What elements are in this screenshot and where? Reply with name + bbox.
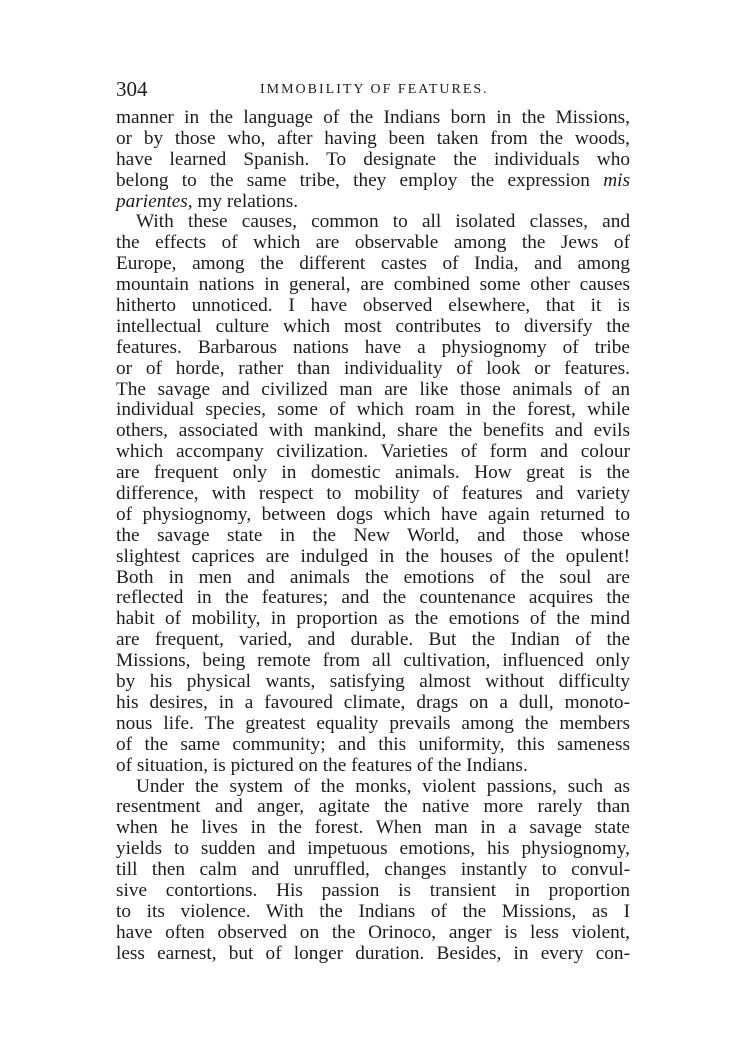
line-text: or by those who, after having been taken from the woods, — [116, 127, 630, 149]
line-text: to its violence. With the Indians of the Missions, as I — [116, 900, 630, 922]
line-text: features. Barbarous nations have a physiognomy of tribe — [116, 336, 630, 358]
text-line — [116, 777, 630, 798]
line-text: intellectual culture which most contributes to diversify the — [116, 315, 630, 337]
text-line — [116, 588, 630, 609]
line-text: Missions, being remote from all cultivation, influenced only — [116, 650, 630, 672]
text-line — [116, 338, 630, 359]
line-text: others, associated with mankind, share the benefits and evils — [116, 420, 630, 442]
text-line — [116, 108, 630, 129]
line-text: The savage and civilized man are like those animals of an — [116, 378, 630, 400]
line-text: when he lives in the forest. When man in a savage state — [116, 817, 630, 839]
text-line — [116, 672, 630, 693]
text-line — [116, 756, 630, 777]
line-text: habit of mobility, in proportion as the emotions of the mind — [116, 608, 630, 630]
line-text: have often observed on the Orinoco, anger is less violent, — [116, 921, 630, 943]
line-text: till then calm and unruffled, changes instantly to convul- — [116, 859, 630, 881]
line-text: are frequent only in domestic animals. How great is the — [116, 462, 630, 484]
text-line — [116, 568, 630, 589]
text-line — [116, 233, 630, 254]
book-page — [116, 78, 630, 965]
text-line — [116, 923, 630, 944]
line-text: slightest caprices are indulged in the houses of the opulent! — [116, 545, 630, 567]
line-text: the savage state in the New World, and those whose — [116, 524, 630, 546]
line-text: difference, with respect to mobility of features and variety — [116, 483, 630, 505]
text-line — [116, 296, 630, 317]
text-line — [116, 421, 630, 442]
line-text: Under the system of the monks, violent passions, such as — [136, 775, 630, 797]
page-number: 304 — [116, 77, 148, 101]
line-text: of situation, is pictured on the features of the Indians. — [116, 754, 528, 776]
line-text: reflected in the features; and the countenance acquires the — [116, 587, 630, 609]
text-line — [116, 192, 630, 213]
text-line — [116, 902, 630, 923]
text-line — [116, 150, 630, 171]
line-text: of the same community; and this uniformity, this sameness — [116, 733, 630, 755]
text-line — [116, 839, 630, 860]
text-line — [116, 275, 630, 296]
text-line — [116, 380, 630, 401]
text-line — [116, 442, 630, 463]
line-text: Both in men and animals the emotions of the soul are — [116, 566, 630, 588]
text-line — [116, 547, 630, 568]
line-text: belong to the same tribe, they employ the expression — [116, 169, 590, 191]
line-text: or of horde, rather than individuality of look or features. — [116, 357, 630, 379]
line-text: by his physical wants, satisfying almost without difficulty — [116, 671, 630, 693]
line-text: the effects of which are observable among the Jews of — [116, 232, 630, 254]
line-text: yields to sudden and impetuous emotions, his physiognomy, — [116, 838, 630, 860]
text-line — [116, 129, 630, 150]
text-line — [116, 317, 630, 338]
line-text: With these causes, common to all isolated classes, and — [136, 211, 630, 233]
line-text: are frequent, varied, and durable. But the Indian of the — [116, 629, 630, 651]
italic-text: mis — [603, 169, 630, 191]
text-line — [116, 797, 630, 818]
text-line — [116, 860, 630, 881]
line-text: Europe, among the different castes of India, and among — [116, 253, 630, 275]
text-line — [116, 171, 630, 192]
text-line — [116, 212, 630, 233]
text-line — [116, 735, 630, 756]
italic-text: parientes, — [116, 190, 193, 212]
text-line — [116, 818, 630, 839]
text-line — [116, 505, 630, 526]
text-line — [116, 463, 630, 484]
line-text: his desires, in a favoured climate, drags on a dull, monoto- — [116, 691, 630, 713]
text-line — [116, 630, 630, 651]
line-text: sive contortions. His passion is transient in proportion — [116, 879, 630, 901]
line-text: my relations. — [192, 190, 299, 212]
text-line — [116, 651, 630, 672]
text-line — [116, 400, 630, 421]
line-text: which accompany civilization. Varieties of form and colour — [116, 441, 630, 463]
text-line — [116, 693, 630, 714]
text-line — [116, 714, 630, 735]
running-head: IMMOBILITY OF FEATURES. — [260, 82, 489, 97]
text-line — [116, 881, 630, 902]
body-text — [116, 108, 630, 965]
page-header — [116, 78, 630, 108]
line-text: less earnest, but of longer duration. Besides, in every con- — [116, 942, 630, 964]
line-text: individual species, some of which roam in the forest, while — [116, 399, 630, 421]
text-line — [116, 609, 630, 630]
line-text: of physiognomy, between dogs which have again returned to — [116, 503, 630, 525]
text-line — [116, 254, 630, 275]
line-text: manner in the language of the Indians born in the Missions, — [116, 107, 630, 128]
text-line — [116, 359, 630, 380]
text-line — [116, 944, 630, 965]
line-text: mountain nations in general, are combined some other causes — [116, 274, 630, 296]
line-text: resentment and anger, agitate the native more rarely than — [116, 796, 630, 818]
line-text: nous life. The greatest equality prevails among the members — [116, 712, 630, 734]
line-text: have learned Spanish. To designate the individuals who — [116, 148, 630, 170]
text-line — [116, 484, 630, 505]
line-text: hitherto unnoticed. I have observed elsewhere, that it is — [116, 295, 630, 317]
text-line — [116, 526, 630, 547]
